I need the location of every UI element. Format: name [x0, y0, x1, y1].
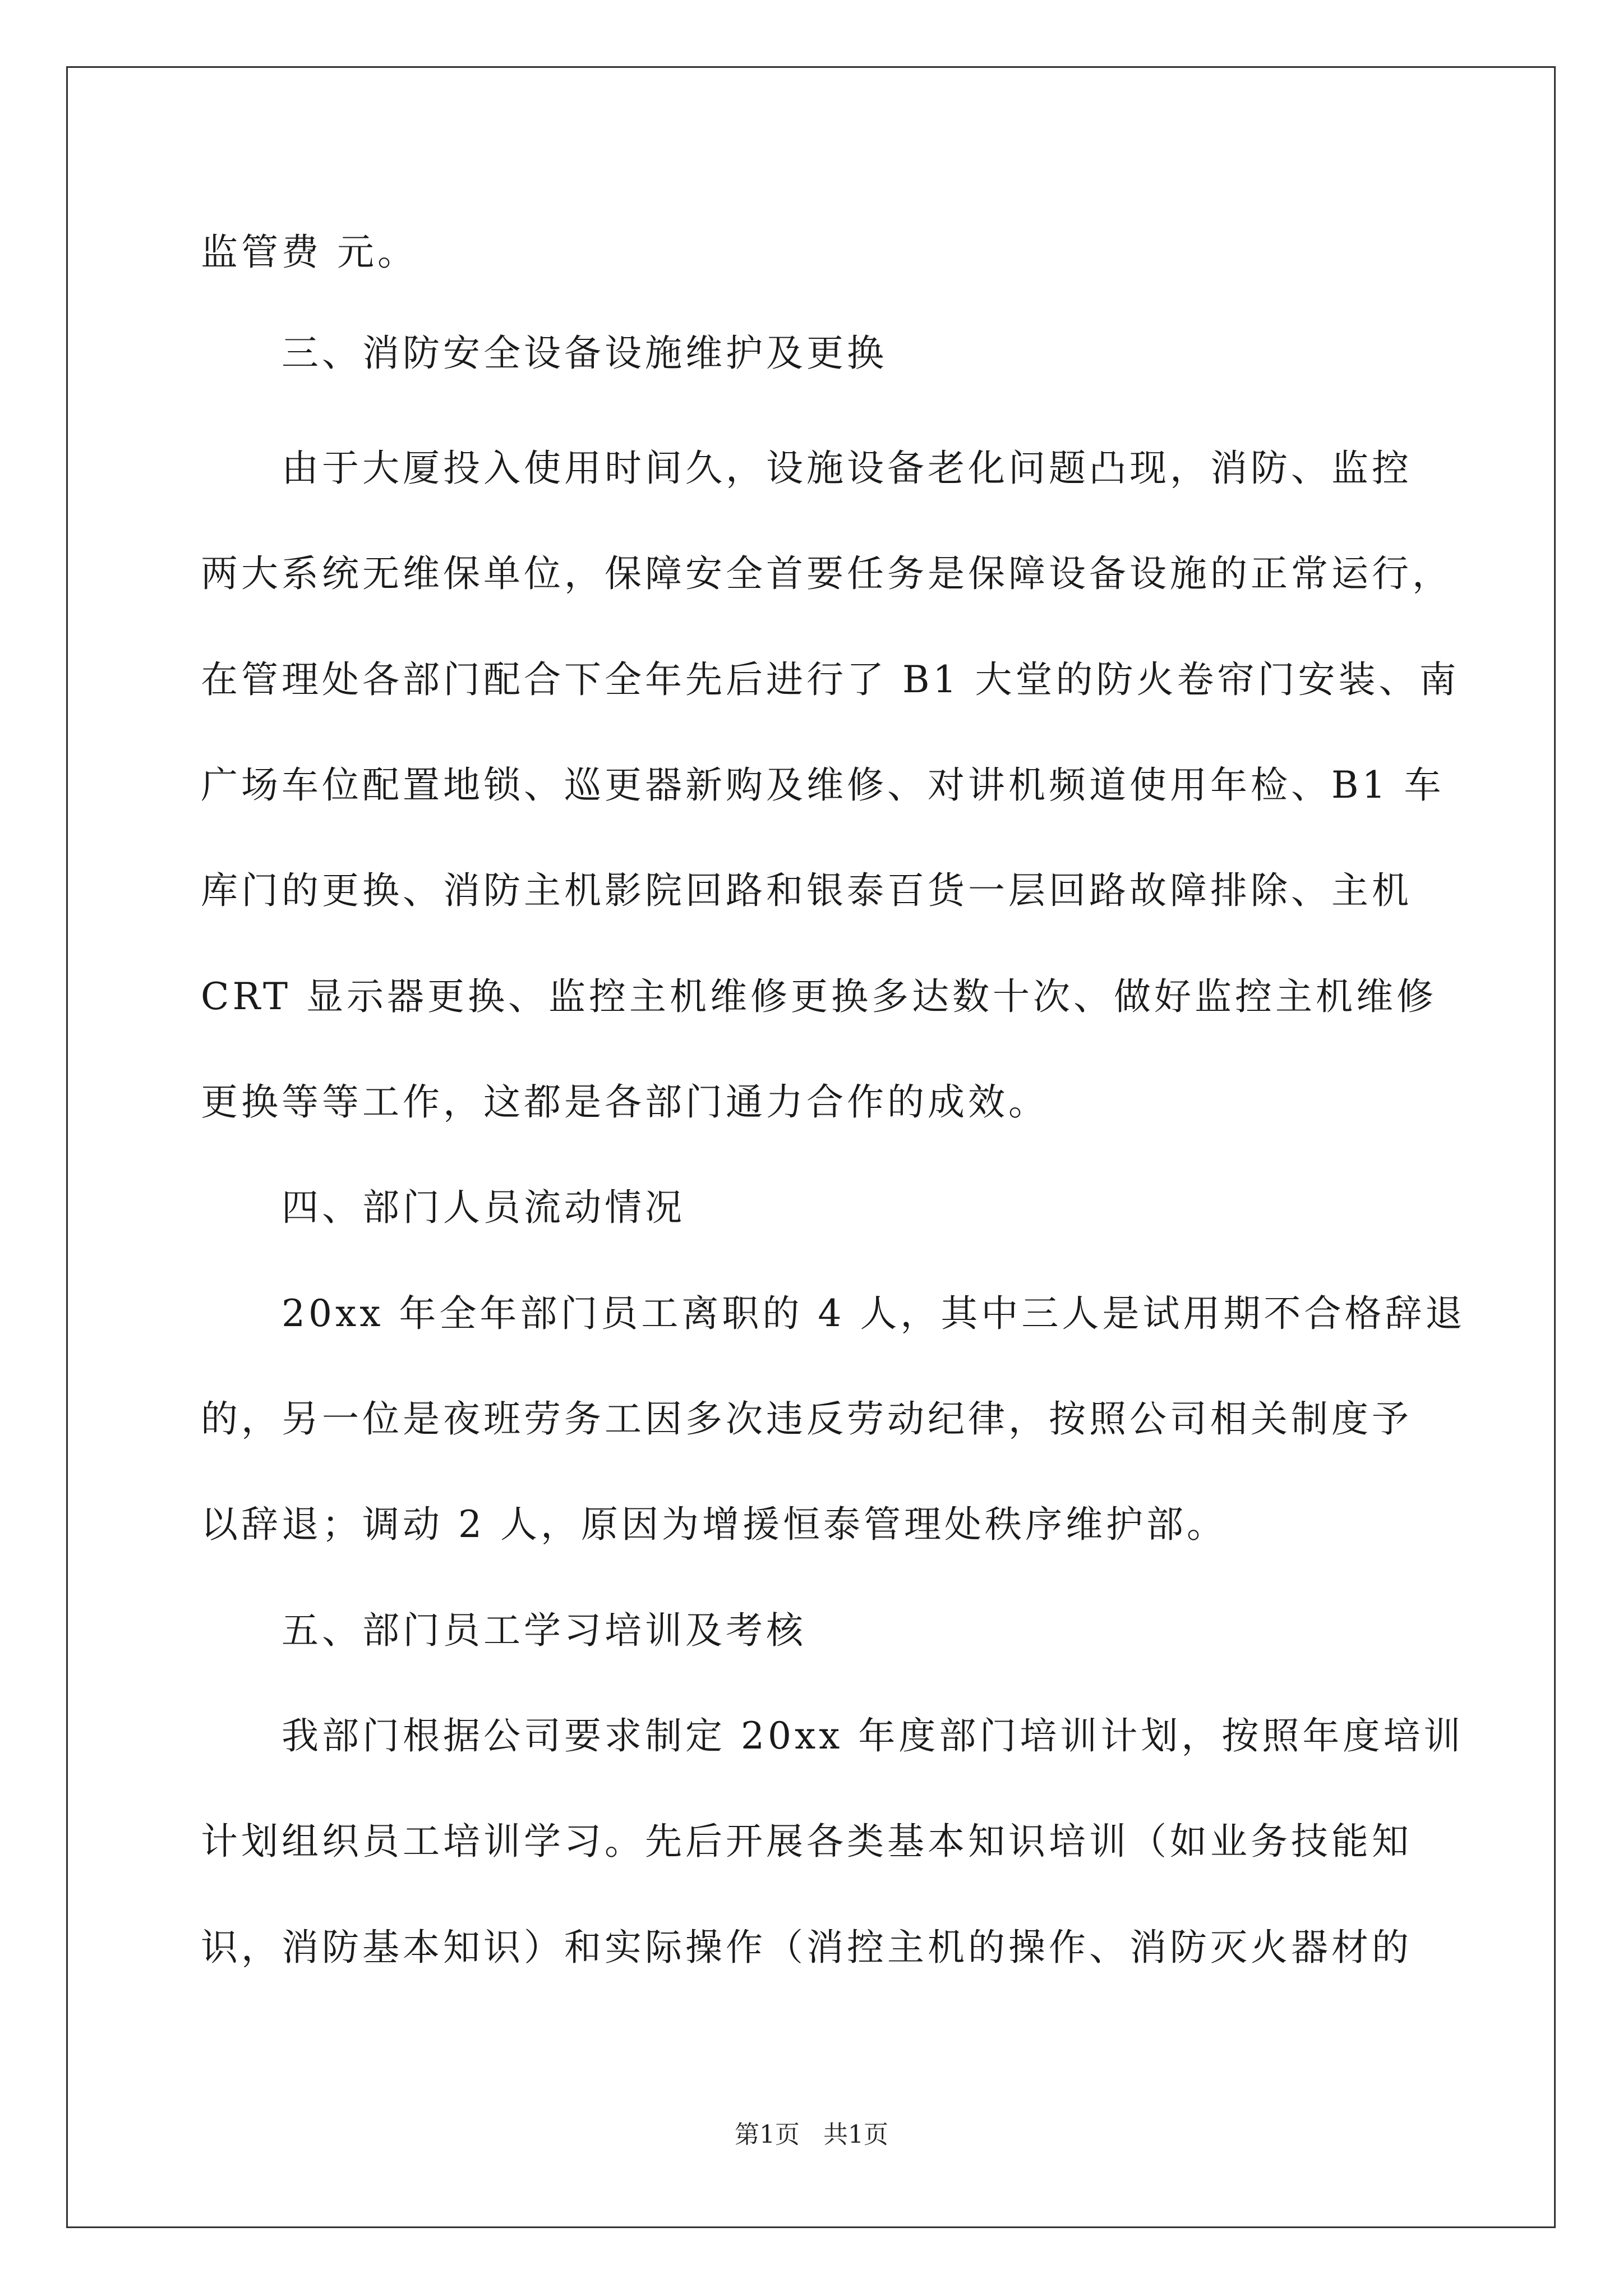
- body-line: 监管费 元。: [201, 231, 418, 274]
- page-number-footer: 第1页 共1页: [735, 2120, 888, 2149]
- paragraph-line: 由于大厦投入使用时间久，设施设备老化问题凸现，消防、监控: [282, 447, 1412, 490]
- paragraph-line: 的，另一位是夜班劳务工因多次违反劳动纪律，按照公司相关制度予: [201, 1397, 1412, 1441]
- paragraph-line: 我部门根据公司要求制定 20xx 年度部门培训计划，按照年度培训: [282, 1714, 1464, 1757]
- section-heading: 四、部门人员流动情况: [282, 1186, 685, 1229]
- section-heading: 三、消防安全设备设施维护及更换: [282, 332, 887, 375]
- paragraph-line: 库门的更换、消防主机影院回路和银泰百货一层回路故障排除、主机: [201, 869, 1412, 912]
- paragraph-line: 计划组织员工培训学习。先后开展各类基本知识培训（如业务技能知: [201, 1820, 1412, 1863]
- paragraph-line: 以辞退；调动 2 人，原因为增援恒泰管理处秩序维护部。: [201, 1503, 1227, 1546]
- paragraph-line: 更换等等工作，这都是各部门通力合作的成效。: [201, 1080, 1049, 1124]
- page-border: [66, 66, 1556, 2228]
- paragraph-line: 在管理处各部门配合下全年先后进行了 B1 大堂的防火卷帘门安装、南: [201, 658, 1460, 701]
- paragraph-line: 识，消防基本知识）和实际操作（消控主机的操作、消防灭火器材的: [201, 1926, 1412, 1969]
- paragraph-line: CRT 显示器更换、监控主机维修更换多达数十次、做好监控主机维修: [201, 975, 1437, 1018]
- section-heading: 五、部门员工学习培训及考核: [282, 1609, 806, 1652]
- paragraph-line: 两大系统无维保单位，保障安全首要任务是保障设备设施的正常运行，: [201, 552, 1453, 595]
- paragraph-line: 广场车位配置地锁、巡更器新购及维修、对讲机频道使用年检、B1 车: [201, 763, 1445, 807]
- paragraph-line: 20xx 年全年部门员工离职的 4 人，其中三人是试用期不合格辞退: [282, 1292, 1466, 1335]
